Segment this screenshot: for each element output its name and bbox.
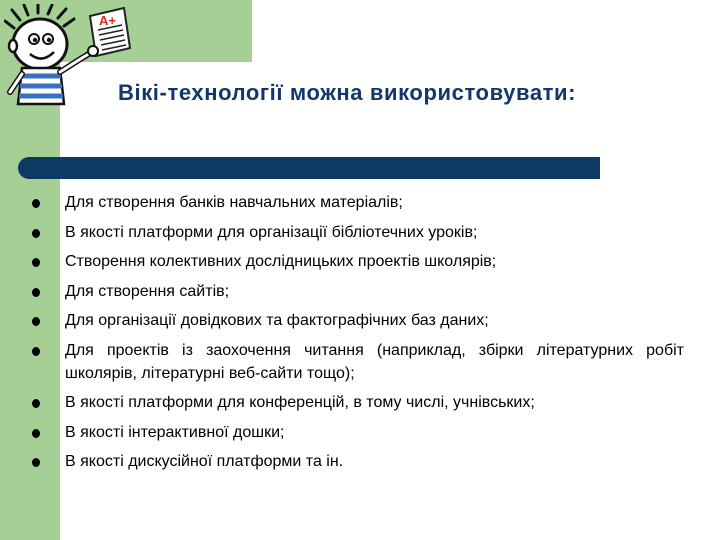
bullet-dot-icon: [32, 288, 40, 297]
bullet-dot-icon: [32, 229, 40, 238]
list-item-text: В якості дискусійної платформи та ін.: [65, 453, 344, 471]
slide-title: Вікі-технології можна використовувати:: [118, 80, 577, 105]
list-item: [32, 251, 684, 274]
list-item: [32, 422, 684, 445]
list-item-text: Для проектів із заохочення читання (наприклад, збірки літературних робіт школярів, літературні веб-сайти тощо);: [65, 341, 684, 382]
bullet-dot-icon: [32, 199, 40, 208]
list-item: [32, 451, 684, 474]
list-item: [32, 281, 684, 304]
list-item-text: Для організації довідкових та фактографічних баз даних;: [65, 312, 489, 330]
schoolboy-clipart-icon: [4, 4, 132, 110]
list-item-text: Для створення банків навчальних матеріалів;: [65, 194, 403, 211]
list-item-text: В якості платформи для конференцій, в тому числі, учнівських;: [65, 394, 535, 412]
list-item-text: В якості інтерактивної дошки;: [65, 423, 285, 441]
list-item: [32, 340, 684, 385]
bullet-dot-icon: [32, 258, 40, 267]
list-item-text: Створення колективних дослідницьких проектів школярів;: [65, 253, 497, 271]
grade-text: A+: [99, 13, 116, 28]
list-item: [32, 222, 684, 245]
list-item: [32, 192, 684, 215]
list-item-text: Для створення сайтів;: [65, 282, 230, 300]
bullet-dot-icon: [32, 399, 40, 408]
bullet-dot-icon: [32, 429, 40, 438]
bullet-dot-icon: [32, 317, 40, 326]
list-item-text: В якості платформи для організації бібліотечних уроків;: [65, 223, 478, 241]
bullet-dot-icon: [32, 458, 40, 467]
bullet-dot-icon: [32, 347, 40, 356]
bullet-list: [32, 192, 684, 474]
title-divider-bar: [18, 157, 600, 179]
list-item: [32, 310, 684, 333]
list-item: [32, 392, 684, 415]
